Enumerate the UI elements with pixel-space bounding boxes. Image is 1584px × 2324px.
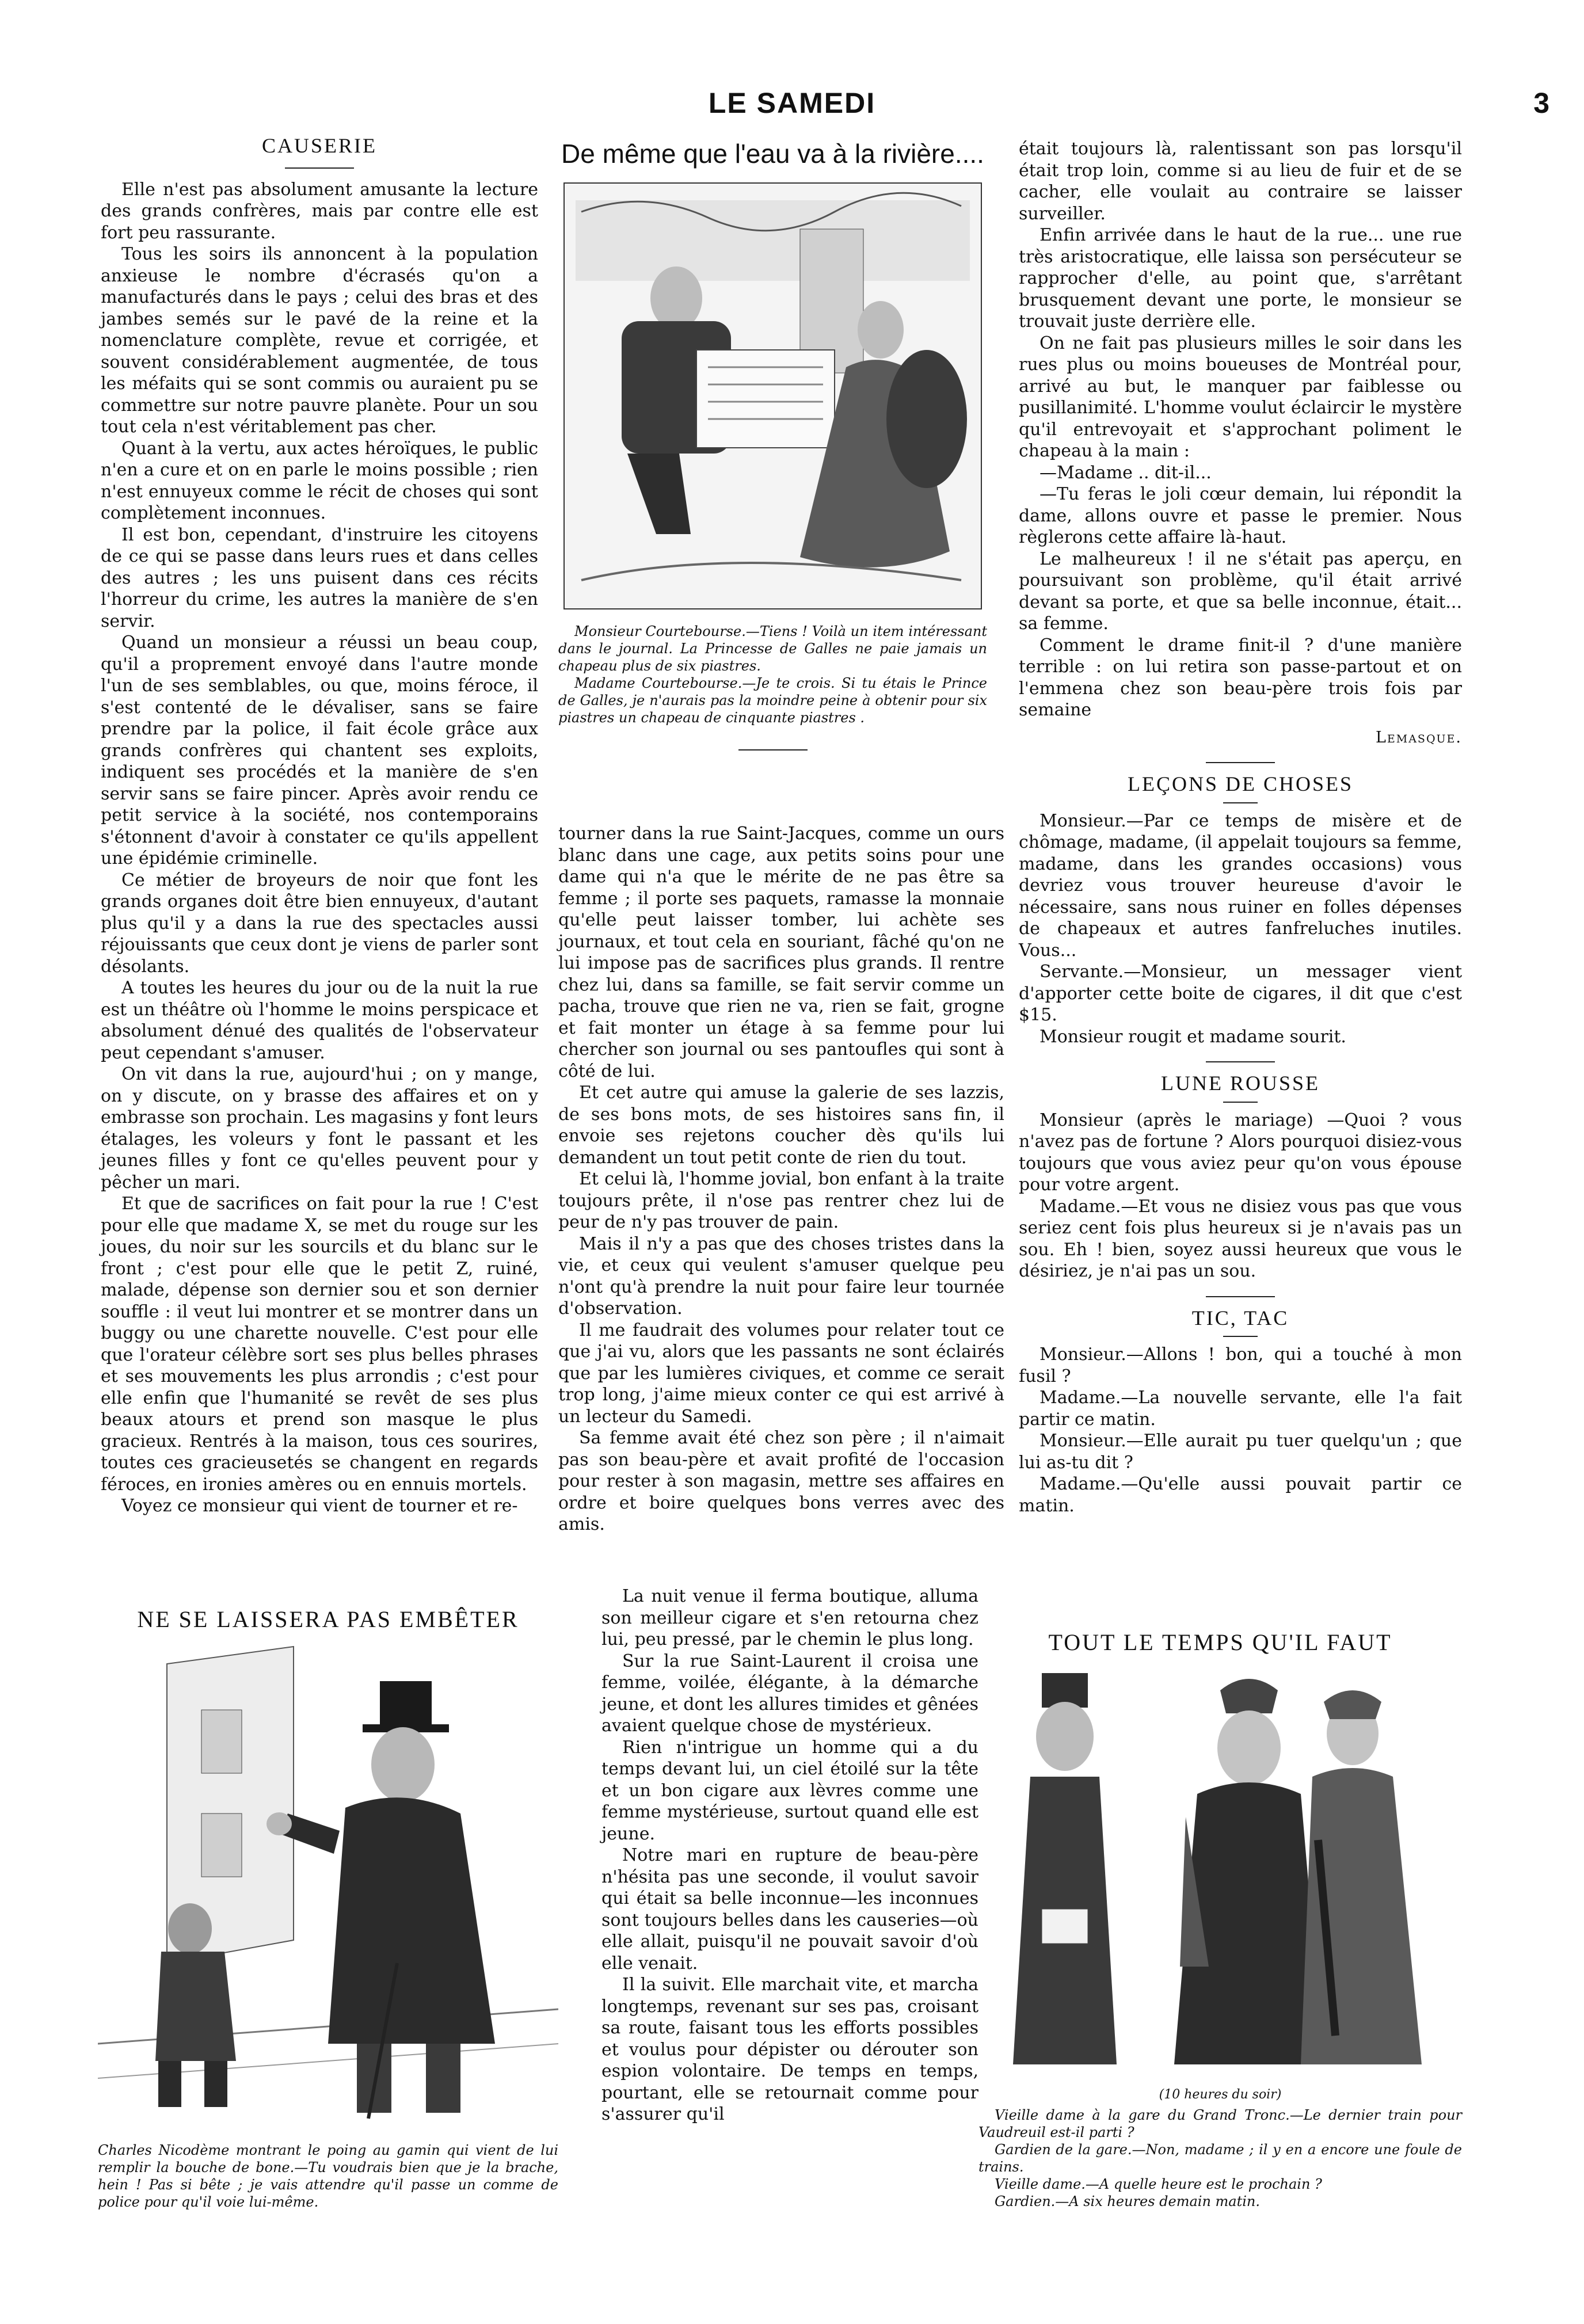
causerie-column xyxy=(101,135,538,1517)
cartoon-right-subtitle: (10 heures du soir) xyxy=(1159,2087,1282,2102)
causerie-paragraph: tourner dans la rue Saint-Jacques, comme un ours blanc dans une cage, aux petits soins pour une dame qui n'a que le mérite de ne pas être sa femme ; il porte ses paquets, ramasse la monnaie qu'elle peut laisser tomber, lui achète ses journaux, et tout cela en souriant, fâché qu'on ne lui impose pas de sacrifices plus grands. Il rentre chez lui, dans sa famille, se fait servir comme un pacha, trouve que rien ne va, rien se fait, grogne et fait monter un étage à sa femme pour lui chercher son journal ou ses pantoufles qui sont à côté de lui. xyxy=(558,824,1004,1081)
causerie-continuation-2 xyxy=(601,1586,978,2125)
divider xyxy=(738,749,808,750)
caption-line: Gardien de la gare.—Non, madame ; il y en a encore une foule de trains. xyxy=(978,2142,1462,2175)
cartoon-left-title: NE SE LAISSERA PAS EMBÊTER xyxy=(137,1606,519,1632)
cartoon-man-and-boy-illustration xyxy=(98,1641,558,2136)
tictac-paragraph: Monsieur.—Allons ! bon, qui a touché à mon fusil ? xyxy=(1019,1344,1462,1386)
lecons-heading: LEÇONS DE CHOSES xyxy=(1127,772,1354,795)
caption-line: Gardien.—A six heures demain matin. xyxy=(995,2193,1261,2209)
cartoon-couple-illustration xyxy=(558,177,987,615)
signature: Lemasque. xyxy=(1375,728,1462,746)
tictac-paragraph: Madame.—La nouvelle servante, elle l'a fait partir ce matin. xyxy=(1019,1388,1462,1430)
causerie-paragraph: Mais il n'y a pas que des choses tristes dans la vie, et ceux qui veulent s'amuser quelque peu n'ont qu'à prendre la nuit pour faire leur tournée d'observation. xyxy=(558,1233,1004,1319)
causerie-continuation xyxy=(558,823,1004,1536)
causerie-paragraph: —Madame .. dit-il... xyxy=(1040,462,1212,483)
lune-paragraph: Madame.—Et vous ne disiez vous pas que vous seriez cent fois plus heureux si je n'avais pas un sou. Eh ! bien, soyez aussi heureux que vous le désiriez, je n'ai pas un sou. xyxy=(1019,1196,1462,1281)
tictac-paragraph: Monsieur.—Elle aurait pu tuer quelqu'un ; que lui as-tu dit ? xyxy=(1019,1431,1462,1473)
divider xyxy=(1206,1296,1275,1297)
cartoon-top-caption xyxy=(558,623,987,726)
page-number: 3 xyxy=(1533,87,1549,119)
cartoon-left-caption: Charles Nicodème montrant le poing au gamin qui vient de lui remplir la bouche de bone.—Tu voudrais bien que je la brache, hein ! Pas si bête ; je vais attendre qu'il passe un comme de police pour qu'il voie lui-même. xyxy=(98,2142,558,2210)
lecons-paragraph: Monsieur rougit et madame sourit. xyxy=(1040,1026,1346,1047)
divider xyxy=(1223,802,1258,803)
causerie-paragraph: —Tu feras le joli cœur demain, lui répondit la dame, allons ouvre et passe le premier. Nous règlerons cette affaire là-haut. xyxy=(1019,484,1462,547)
divider xyxy=(1223,1102,1258,1103)
cartoon-station-illustration xyxy=(978,1667,1462,2082)
masthead-title: LE SAMEDI xyxy=(708,87,876,119)
causerie-paragraph: Il est bon, cependant, d'instruire les citoyens de ce qui se passe dans leurs rues et dans celles des autres ; les uns puisent dans ces récits l'horreur du crime, les autres la manière de s'en servir. xyxy=(101,524,538,631)
causerie-paragraph: On ne fait pas plusieurs milles le soir dans les rues plus ou moins boueuses de Montréal pour, arrivé au but, le manquer par faiblesse ou pusillanimité. L'homme voulut éclaircir le mystère qu'il entrevoyait et s'approchant poliment le chapeau à la main : xyxy=(1019,333,1462,461)
cartoon-right-title: TOUT LE TEMPS QU'IL FAUT xyxy=(1048,1629,1392,1655)
causerie-paragraph: Rien n'intrigue un homme qui a du temps devant lui, un ciel étoilé sur la tête et un bon cigare aux lèvres comme une femme mystérieuse, surtout quand elle est jeune. xyxy=(601,1737,978,1844)
lune-heading: LUNE ROUSSE xyxy=(1160,1072,1320,1095)
caption-line: Vieille dame à la gare du Grand Tronc.—Le dernier train pour Vaudreuil est-il parti ? xyxy=(978,2107,1462,2140)
causerie-paragraph: Ce métier de broyeurs de noir que font les grands organes doit être bien ennuyeux, d'autant plus qu'il y a dans la rue des spectacles aussi réjouissants que ceux dont je viens de parler sont désolants. xyxy=(101,870,538,977)
cartoon-top-title: De même que l'eau va à la rivière.... xyxy=(561,139,984,169)
cartoon-right xyxy=(978,1629,1462,2210)
causerie-paragraph: Notre mari en rupture de beau-père n'hésita pas une seconde, il voulut savoir qui était sa belle inconnue—les inconnues sont toujours belles dans les causeries—où elle allait, puisqu'il ne pouvait savoir d'où elle venait. xyxy=(601,1845,978,1974)
divider xyxy=(285,167,354,169)
causerie-paragraph: Sur la rue Saint-Laurent il croisa une femme, voilée, élégante, à la démarche jeune, et dont les allures timides et gênées avaient quelque chose de mystérieux. xyxy=(601,1651,978,1736)
caption-line: Madame Courtebourse.—Je te crois. Si tu étais le Prince de Galles, je n'aurais pas la moindre peine à obtenir pour six piastres un chapeau de cinquante piastres . xyxy=(558,675,987,726)
tictac-paragraph: Madame.—Qu'elle aussi pouvait partir ce matin. xyxy=(1019,1474,1462,1516)
causerie-paragraph: Il me faudrait des volumes pour relater tout ce que j'ai vu, alors que les passants ne sont éclairés que par les lumières civiques, et comme ce serait trop long, j'aime mieux conter ce qui est arrivé à un lecteur du Samedi. xyxy=(558,1320,1004,1427)
causerie-paragraph: Comment le drame finit-il ? d'une manière terrible : on lui retira son passe-partout et on l'emmena chez son beau-père trois fois par semaine xyxy=(1019,635,1462,720)
caption-line: Vieille dame.—A quelle heure est le prochain ? xyxy=(995,2176,1322,2192)
causerie-paragraph: Quant à la vertu, aux actes héroïques, le public n'en a cure et on en parle le moins possible ; rien n'est ennuyeux comme le récit de choses qui sont complètement inconnues. xyxy=(101,438,538,523)
right-column xyxy=(1019,138,1462,1517)
causerie-heading: CAUSERIE xyxy=(261,134,377,157)
caption-line: Monsieur Courtebourse.—Tiens ! Voilà un item intéressant dans le journal. La Princesse de Galles ne paie jamais un chapeau plus de six piastres. xyxy=(558,623,987,674)
divider xyxy=(1223,1336,1258,1337)
lune-paragraph: Monsieur (après le mariage) —Quoi ? vous n'avez pas de fortune ? Alors pourquoi disiez-vous toujours que vous aviez peur qu'on vous épouse pour votre argent. xyxy=(1019,1110,1462,1195)
causerie-paragraph: Elle n'est pas absolument amusante la lecture des grands confrères, mais par contre elle est fort peu rassurante. xyxy=(101,179,538,243)
causerie-paragraph: Et que de sacrifices on fait pour la rue ! C'est pour elle que madame X, se met du rouge sur les joues, du noir sur les sourcils et du blanc sur le front ; c'est pour elle que le petit Z, ruiné, malade, dépense son dernier sou et son dernier souffle : il veut lui montrer et se montrer dans un buggy ou une charette nouvelle. C'est pour elle que l'orateur célèbre sort ses plus belles phrases et ses mouvements les plus arrondis ; c'est pour elle enfin que l'humanité se revêt de ses plus beaux atours et prend son masque le plus gracieux. Rentrés à la maison, tous ces sourires, toutes ces gracieusetés se changent en regards féroces, en ironies amères ou en ennuis mortels. xyxy=(101,1194,538,1495)
cartoon-top xyxy=(558,138,987,761)
causerie-paragraph: Voyez ce monsieur qui vient de tourner et re- xyxy=(121,1496,518,1516)
causerie-paragraph: On vit dans la rue, aujourd'hui ; on y mange, on y discute, on y brasse des affaires et on y embrasse son prochain. Les magasins y font leurs étalages, les voleurs y font le passant et les jeunes filles y font ce qu'elles peuvent pour y pêcher un mari. xyxy=(101,1064,538,1193)
causerie-paragraph: était toujours là, ralentissant son pas lorsqu'il était trop loin, comme si au lieu de fuir et de se cacher, elle voulait au contraire se laisser surveiller. xyxy=(1019,139,1462,224)
divider xyxy=(1206,1061,1275,1062)
cartoon-left xyxy=(98,1606,558,2211)
causerie-paragraph: Enfin arrivée dans le haut de la rue... une rue très aristocratique, elle laissa son persécuteur se rapprocher d'elle, au point que, s'arrêtant brusquement devant une porte, le monsieur se trouvait juste derrière elle. xyxy=(1019,225,1462,332)
cartoon-right-caption xyxy=(978,2106,1462,2210)
causerie-paragraph: Et cet autre qui amuse la galerie de ses lazzis, de ses bons mots, de ses histoires sans fin, il envoie ses rejetons coucher dès qu'ils lui demandent un tout petit conte de rien du tout. xyxy=(558,1083,1004,1168)
causerie-paragraph: Le malheureux ! il ne s'était pas aperçu, en poursuivant son problème, qu'il était arrivé devant sa porte, et que sa belle inconnue, était... sa femme. xyxy=(1019,548,1462,634)
causerie-paragraph: Quand un monsieur a réussi un beau coup, qu'il a proprement envoyé dans l'autre monde l'un de ses semblables, ou que, moins féroce, il s'est contenté de le dévaliser, sans se faire prendre par la police, il fait école grâce aux grands confrères qui chantent ses exploits, indiquent ses procédés et la manière de s'en servir sans se faire pincer. Après avoir rendu ce petit service à la société, nos contemporains s'étonnent d'avoir à constater ce qu'ils appellent une épidémie criminelle. xyxy=(101,633,538,868)
causerie-paragraph: Sa femme avait été chez son père ; il n'aimait pas son beau-père et avait profité de l'occasion pour rester à son magasin, mettre ses affaires en ordre et boire quelques bons verres avec des amis. xyxy=(558,1428,1004,1534)
causerie-paragraph: A toutes les heures du jour ou de la nuit la rue est un théâtre où l'homme le moins perspicace et absolument dénué des qualités de l'observateur peut cependant s'amuser. xyxy=(101,978,538,1063)
causerie-paragraph: Il la suivit. Elle marchait vite, et marcha longtemps, revenant sur ses pas, croisant sa route, faisant tous les efforts possibles et voulus pour dépister ou dérouter son espion volontaire. De temps en temps, pourtant, elle se retournait comme pour s'assurer qu'il xyxy=(601,1975,978,2124)
divider xyxy=(1206,762,1275,763)
causerie-paragraph: Tous les soirs ils annoncent à la population anxieuse le nombre d'écrasés qu'on a manufacturés dans le pays ; celui des bras et des jambes semés sur le pavé de la reine et la nomenclature complète, revue et corrigée, et souvent considérablement augmentée, de tous les méfaits qui se sont commis ou auraient pu se commettre sur notre pauvre planète. Pour un sou tout cela n'est véritablement pas cher. xyxy=(101,244,538,437)
lecons-paragraph: Monsieur.—Par ce temps de misère et de chômage, madame, (il appelait toujours sa femme, madame, dans les grandes occasions) vous devriez vous trouver heureuse d'avoir le nécessaire, sans nous ruiner en folles dépenses de chapeaux et autres fanfreluches inutiles. Vous... xyxy=(1019,810,1462,961)
causerie-paragraph: Et celui là, l'homme jovial, bon enfant à la traite toujours prête, il n'ose pas rentrer chez lui de peur de n'y pas trouver de pain. xyxy=(558,1169,1004,1232)
causerie-paragraph: La nuit venue il ferma boutique, alluma son meilleur cigare et s'en retourna chez lui, peu pressé, par le chemin le plus long. xyxy=(601,1586,978,1649)
tictac-heading: TIC, TAC xyxy=(1191,1306,1289,1329)
lecons-paragraph: Servante.—Monsieur, un messager vient d'apporter cette boite de cigares, il dit que c'est $15. xyxy=(1019,962,1462,1025)
